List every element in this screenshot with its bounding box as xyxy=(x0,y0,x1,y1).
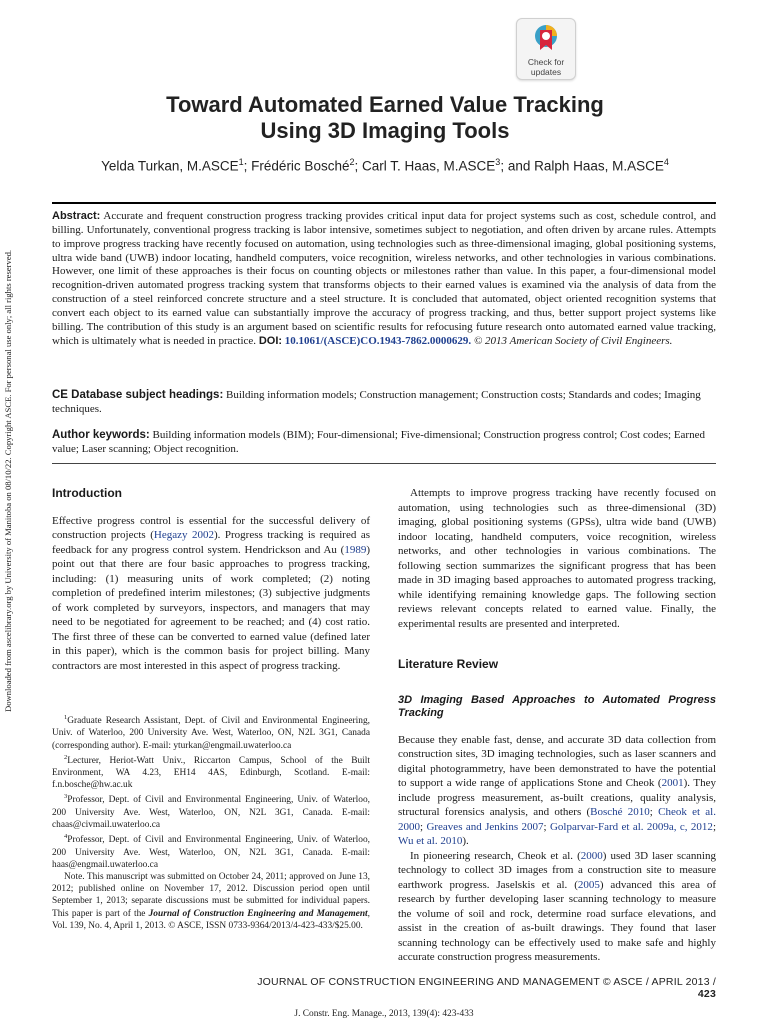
doi-label: DOI: xyxy=(258,334,283,347)
author-affil: 3 xyxy=(495,157,501,167)
abstract xyxy=(52,210,716,348)
abstract-top-rule xyxy=(52,202,716,204)
doi-link[interactable]: 10.1061/(ASCE)CO.1943-7862.0000629. xyxy=(284,334,472,347)
introduction-paragraph: Effective progress control is essential for the successful delivery of construction projects (Hegazy 2002). Progress tracking is required as feedback for any progress control system. Hendrickson and Au (1989) point out that there are four basic approaches to progress tracking, including: (1) measuring units of work completed; (2) noting completion of predefined interim milestones; (3) subjective judgments of work completed by surveyors, inspectors, and managers that may need to be negotiated for agreement to be reached; and (4) cost ratio. The first three of these can be converted to earned value (defined later in this paper), which is the common basis for project billing. Many contractors are most interested in this aspect of progress tracking. xyxy=(52,514,370,672)
author-name: Carl T. Haas, M.ASCE xyxy=(362,158,496,174)
right-column xyxy=(398,486,716,965)
author-name: Ralph Haas, M.ASCE xyxy=(534,158,664,174)
copyright: © 2013 American Society of Civil Engineers. xyxy=(473,334,673,347)
paragraph: In pioneering research, Cheok et al. (2000) used 3D laser scanning technology to collect 3D images from a construction site to measure earthwork progress. Jaselskis et al. (2005) advanced this area of research by further developing laser scanning technology to measure the volume of soil and rock, determine road surface elevations, and assist in the creation of as-built drawings. They found that laser scanning technology can be effectively used to make safe and highly accurate construction progress measurements. xyxy=(398,849,717,963)
author-affil: 2 xyxy=(349,157,355,167)
abstract-label: Abstract: xyxy=(52,210,101,222)
subject-headings-text: Building information models; Construction management; Construction costs; Standards and codes; Imaging techniques. xyxy=(52,389,701,415)
footnote-2: $^2$Lecturer, Heriot-Watt Univ., Riccarton Campus, School of the Built Environment, WA 4.23, EH14 4AS, Edinburgh, Scotland. E-mail: f.n.bosche@hw.ac.uk xyxy=(52,753,370,791)
ref-link[interactable]: 1989 xyxy=(344,543,367,556)
literature-review-heading: Literature Review xyxy=(398,657,499,671)
abstract-bottom-rule xyxy=(52,463,716,464)
manuscript-note: Note. This manuscript was submitted on October 24, 2011; approved on June 13, 2012; published online on November 17, 2012. Discussion period open until September 1, 2013; separate discussions must be submitted for individual papers. This paper is part of the Journal of Construction Engineering and Management, Vol. 139, No. 4, April 1, 2013. © ASCE, ISSN 0733-9364/2013/4-423-433/$25.00. xyxy=(52,871,370,931)
ref-link[interactable]: 2000 xyxy=(580,849,603,862)
ref-link[interactable]: Greaves and Jenkins 2007 xyxy=(426,820,544,833)
footnote-4: $^4$Professor, Dept. of Civil and Environmental Engineering, Univ. of Waterloo, 200 University Ave. West, Waterloo, ON, N2L 3G1, Canada. E-mail: haas@engmail.uwaterloo.ca xyxy=(52,833,370,870)
author-affil: 4 xyxy=(663,157,669,167)
title-line2: Using 3D Imaging Tools xyxy=(260,118,510,143)
ref-link[interactable]: 2005 xyxy=(577,878,600,891)
author-sep: ; and xyxy=(500,158,535,174)
introduction-section xyxy=(52,486,370,673)
ref-link[interactable]: Hegazy 2002 xyxy=(153,529,214,541)
ref-link[interactable]: Cheok et al. 2000 xyxy=(398,806,716,833)
subsection-heading: 3D Imaging Based Approaches to Automated Progress Tracking xyxy=(398,693,716,719)
paragraph: Because they enable fast, dense, and accurate 3D data collection from construction sites, 3D imaging technologies, such as laser scanners and digital photogrammetry, have been demonstrated to have the potential to support a wide range of applications Stone and Cheok (2001). They include progress measurement, as-built creations, quality analysis, structural forensics analysis, and others (Bosché 2010; Cheok et al. 2000; Greaves and Jenkins 2007; Golparvar-Fard et al. 2009a, c, 2012; Wu et al. 2010). xyxy=(398,733,716,847)
ref-link[interactable]: Bosché 2010 xyxy=(590,806,650,818)
badge-line1: Check for xyxy=(527,57,565,67)
introduction-heading: Introduction xyxy=(52,486,122,500)
paragraph: Attempts to improve progress tracking have recently focused on automation, using technologies such as three-dimensional (3D) imaging, global positioning systems (GPSs), ultra wide band (UWB) indoor locating, handheld computers, voice recognition, wireless networks, and other technologies in various combinations. The following section summarizes the significant progress that has been made in 3D imaging based approaches to automated progress tracking, while identifying remaining knowledge gaps. The following section reviews relevant concepts related to earned value. Finally, the experimental results are presented and interpreted. xyxy=(398,487,716,630)
badge-line2: updates xyxy=(530,67,562,77)
footnotes xyxy=(52,712,370,932)
ref-link[interactable]: 2001 xyxy=(661,777,684,789)
title-line1: Toward Automated Earned Value Tracking xyxy=(166,92,604,117)
author-keywords-text: Building information models (BIM); Four-dimensional; Five-dimensional; Construction progress control; Cost codes; Earned value; Laser scanning; Object recognition. xyxy=(52,429,705,455)
author-name: Frédéric Bosché xyxy=(251,158,350,174)
author-list xyxy=(40,157,730,174)
ref-link[interactable]: Golparvar-Fard et al. 2009a, c, 2012 xyxy=(549,820,713,833)
journal-footer-text: JOURNAL OF CONSTRUCTION ENGINEERING AND MANAGEMENT © ASCE / APRIL 2013 / xyxy=(257,976,716,988)
download-sidebar: Downloaded from ascelibrary.org by University of Manitoba on 08/10/22. Copyright ASCE. For personal use only; all rights reserved. xyxy=(3,249,13,712)
abstract-text: Accurate and frequent construction progress tracking provides critical input data for project systems such as cost, schedule control, and billing. Unfortunately, conventional progress tracking is labor intensive, sometimes subject to negotiation, and often driven by arcane rules. Attempts to improve progress tracking have recently focused on automation, using technologies such as three-dimensional imaging, global positioning systems, ultra wide band (UWB) indoor locating, handheld computers, voice recognition, wireless networks, and other technologies in various combinations. However, one limit of these approaches is their focus on counting objects or milestones rather than value. In this paper, a four-dimensional model recognition-driven automated progress tracking system that transforms objects to their earned values is examined via the analysis of data from the construction of a steel reinforced concrete structure and a steel structure. It is concluded that automated, object oriented recognition systems that convert each object to its earned value can substantially improve the accuracy of progress tracking, and thus, better support project systems like billing. The contribution of this study is an argument based on scientific results for refocusing future research onto automated earned value tracking, which is ultimately what is needed in practice. xyxy=(52,210,716,347)
page-number: 423 xyxy=(697,988,716,1000)
author-name: Yelda Turkan, M.ASCE xyxy=(101,158,239,174)
author-sep: ; xyxy=(243,158,252,174)
author-keywords-label: Author keywords: xyxy=(52,429,150,441)
author-keywords xyxy=(52,428,716,456)
check-for-updates-badge[interactable] xyxy=(516,18,576,80)
citation-footer: J. Constr. Eng. Manage., 2013, 139(4): 423-433 xyxy=(294,1009,474,1019)
crossmark-icon xyxy=(534,24,558,54)
footnote-1: $^1$Graduate Research Assistant, Dept. of Civil and Environmental Engineering, Univ. of Waterloo, 200 University Ave. West, Waterloo, ON, N2L 3G1, Canada (corresponding author). E-mail: yturkan@engmail.uwaterloo.ca xyxy=(52,714,370,751)
subject-headings xyxy=(52,388,716,416)
author-affil: 1 xyxy=(238,157,244,167)
footnote-3: $^3$Professor, Dept. of Civil and Environmental Engineering, Univ. of Waterloo, 200 University Ave. West, Waterloo, ON, N2L 3G1, Canada. E-mail: chaas@civmail.uwaterloo.ca xyxy=(52,793,370,830)
subject-headings-label: CE Database subject headings: xyxy=(52,389,224,401)
author-sep: ; xyxy=(354,158,362,174)
ref-link[interactable]: Wu et al. 2010 xyxy=(398,835,463,847)
journal-footer xyxy=(240,976,716,1000)
paper-title xyxy=(60,92,710,144)
